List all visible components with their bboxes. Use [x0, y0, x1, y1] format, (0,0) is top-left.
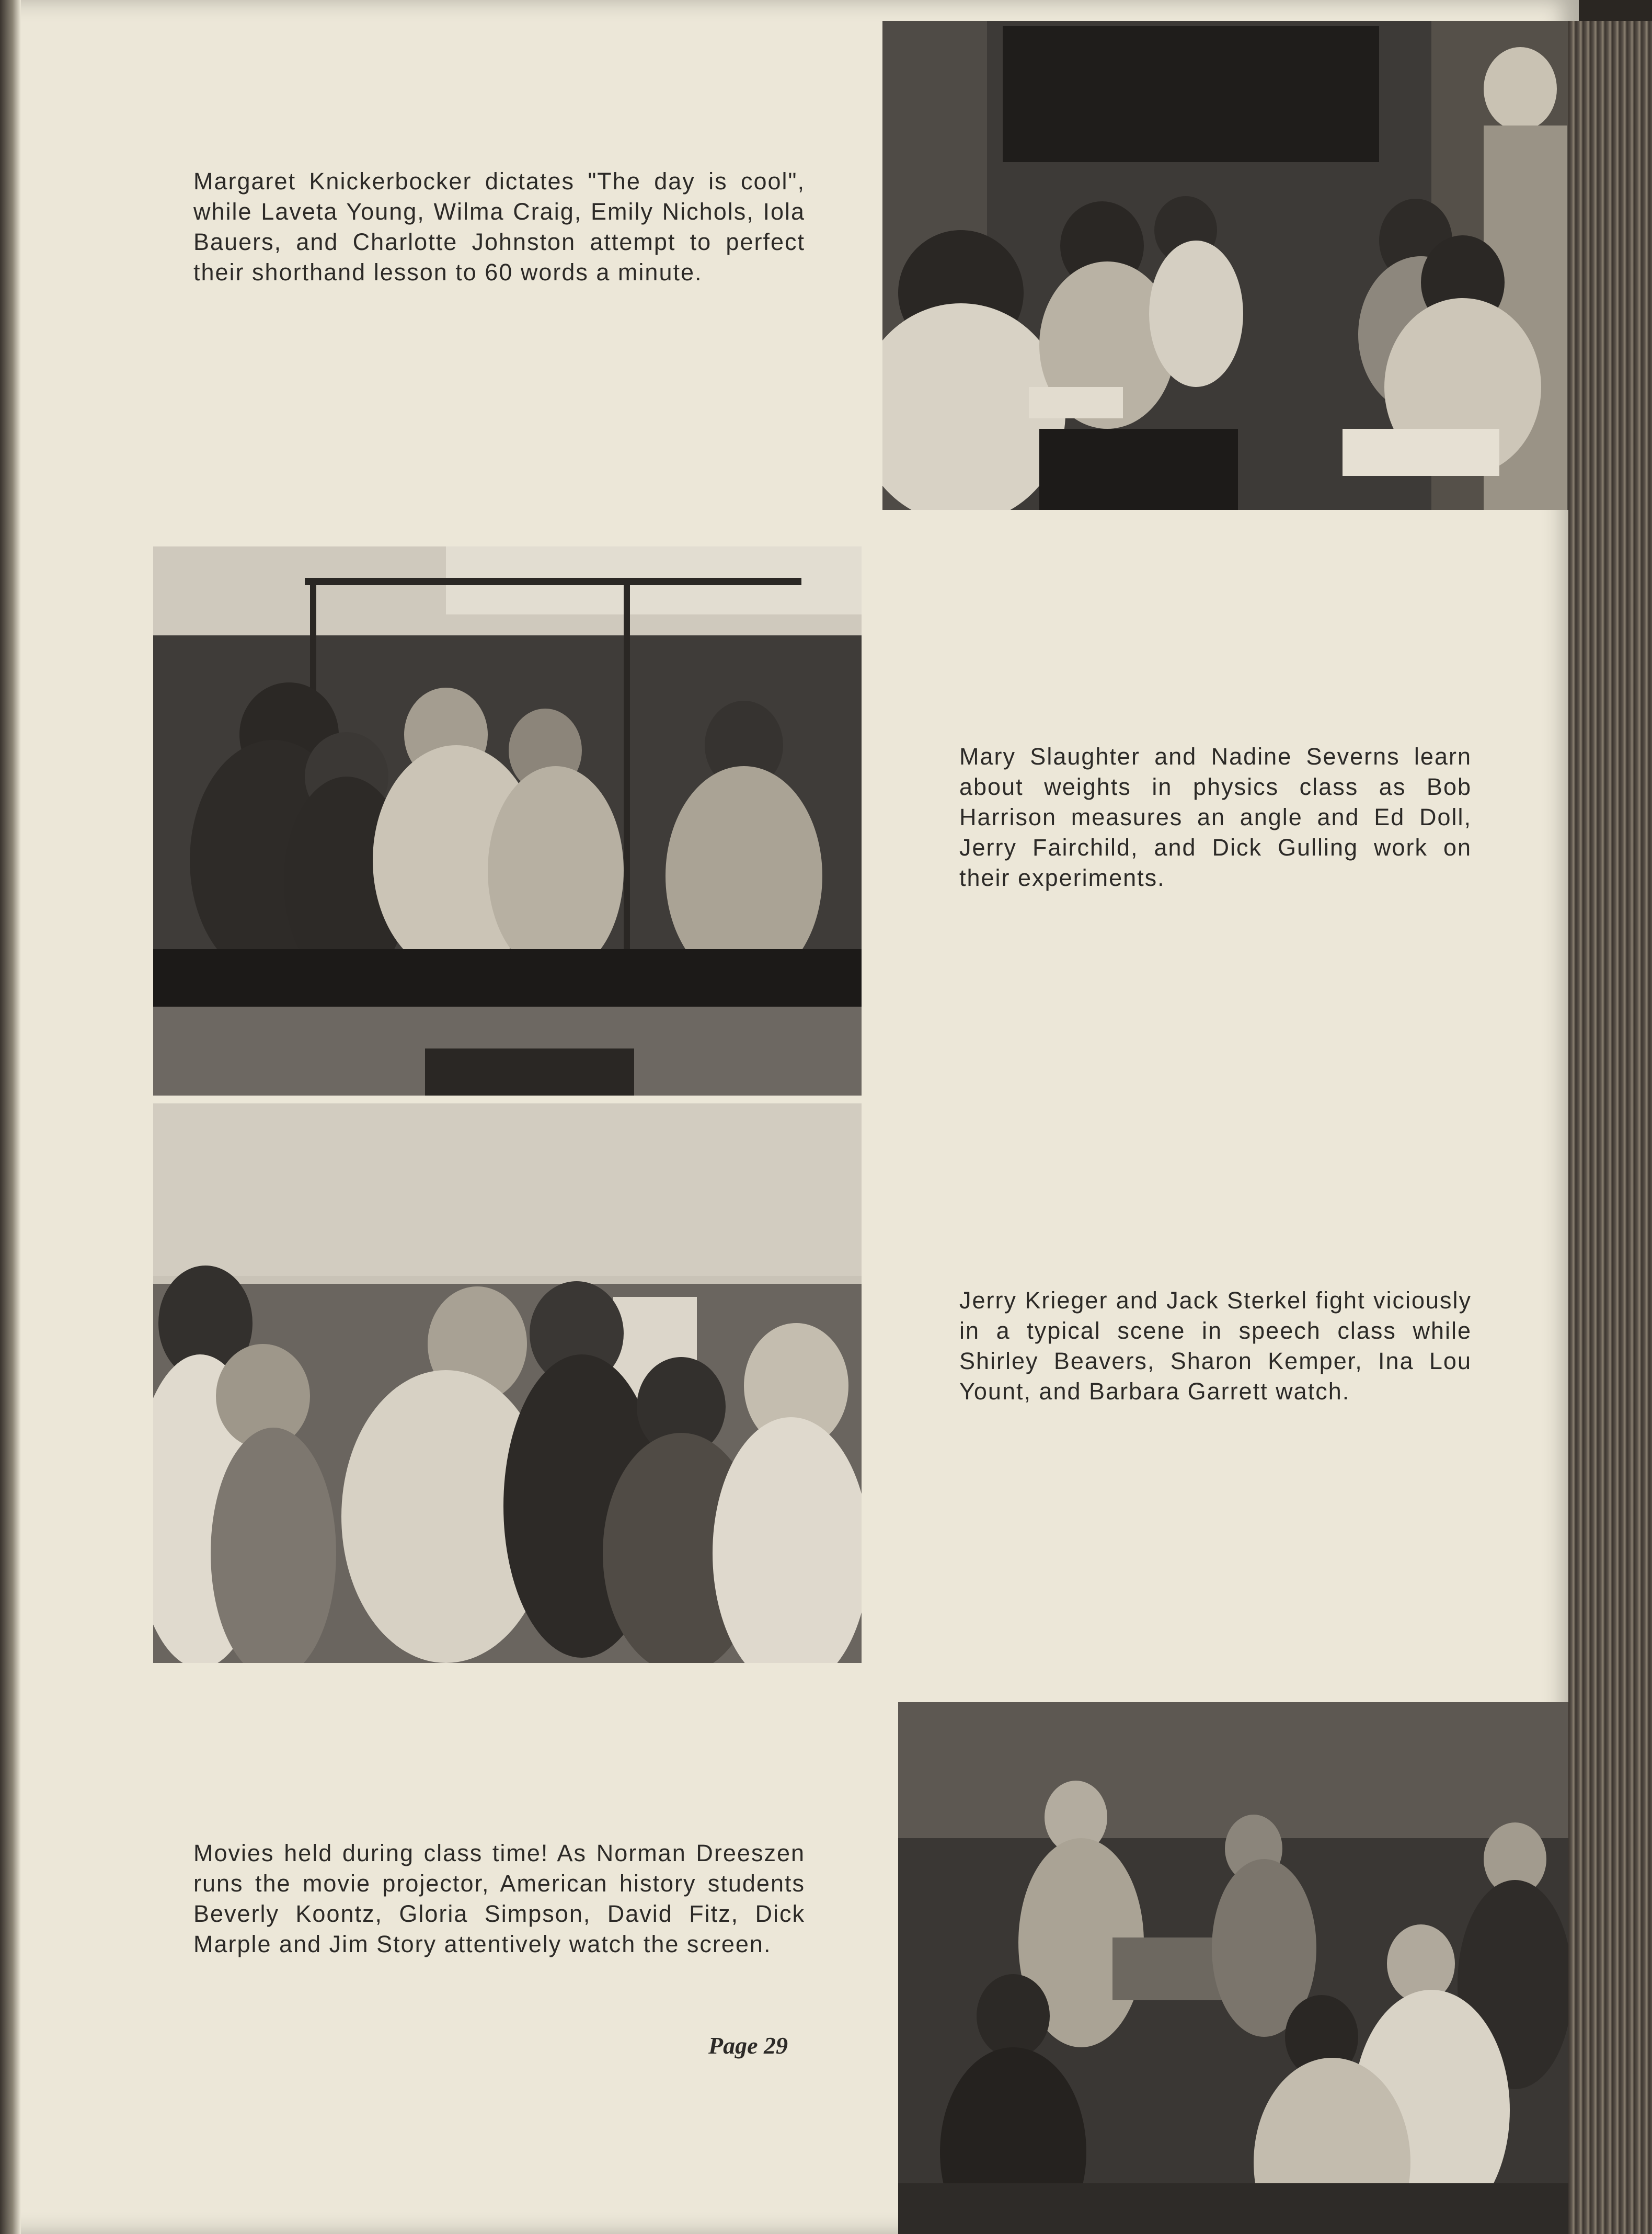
- photo-speech-class: [153, 1103, 862, 1663]
- caption-shorthand: Margaret Knickerbocker dictates "The day is cool", while Laveta Young, Wilma Craig, Emily Nichols, Iola Bauers, and Charlotte Johnston attempt to perfect their shorthand lesson to 60 words a minute.: [193, 168, 805, 286]
- photo-history-movies-class: [898, 1702, 1570, 2234]
- caption-physics: Mary Slaughter and Nadine Severns learn about weights in physics class as Bob Harrison measures an angle and Ed Doll, Jerry Fairchild, and Dick Gulling work on their experiments.: [959, 743, 1472, 891]
- binding-gutter: [0, 0, 21, 2234]
- caption-movies: Movies held during class time! As Norman Dreeszen runs the movie projector, American history students Beverly Koontz, Gloria Simpson, David Fitz, Dick Marple and Jim Story attentively watch the screen.: [193, 1840, 805, 1957]
- photo-physics-class: [153, 546, 862, 1096]
- caption-speech: Jerry Krieger and Jack Sterkel fight viciously in a typical scene in speech class while Shirley Beavers, Sharon Kemper, Ina Lou Yount, and Barbara Garrett watch.: [959, 1287, 1472, 1405]
- book-edge: [1568, 21, 1652, 2234]
- page-number: Page 29: [708, 2032, 788, 2059]
- photo-shorthand-class: [882, 21, 1578, 510]
